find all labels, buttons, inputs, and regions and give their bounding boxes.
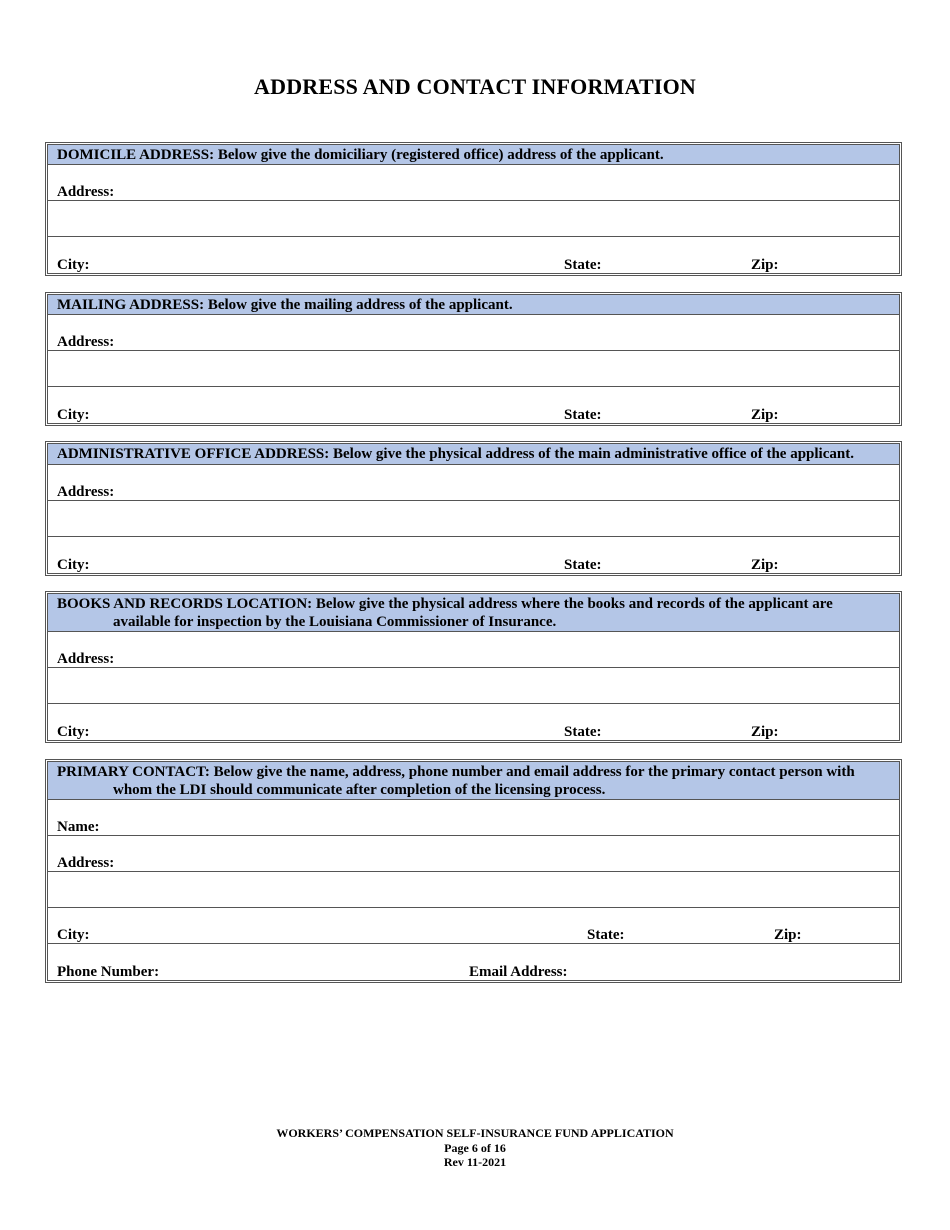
books-records-address-field[interactable] xyxy=(48,632,899,668)
mailing-header-text: MAILING ADDRESS: Below give the mailing address of the applicant. xyxy=(57,297,513,313)
books-records-header-line2: available for inspection by the Louisiana Commissioner of Insurance. xyxy=(113,613,557,630)
name-label: Name: xyxy=(57,819,100,835)
books-records-header-line1: BOOKS AND RECORDS LOCATION: Below give the physical address where the books and records of the applicant are xyxy=(57,596,833,612)
admin-office-address-line2-field[interactable] xyxy=(48,501,899,537)
state-label: State: xyxy=(564,557,602,573)
address-label: Address: xyxy=(57,855,115,871)
admin-office-header-text: ADMINISTRATIVE OFFICE ADDRESS: Below give the physical address of the main administrative office of the applicant. xyxy=(57,446,854,462)
primary-contact-name-field[interactable] xyxy=(48,800,899,836)
city-label: City: xyxy=(57,724,90,740)
admin-office-address-field[interactable] xyxy=(48,465,899,501)
mailing-address-section xyxy=(45,292,902,426)
footer-form-title: WORKERS’ COMPENSATION SELF-INSURANCE FUND APPLICATION xyxy=(276,1126,674,1140)
domicile-city-state-zip-row[interactable] xyxy=(48,237,899,273)
admin-office-header xyxy=(48,444,899,465)
books-records-header xyxy=(48,594,899,632)
primary-contact-address-line2-field[interactable] xyxy=(48,872,899,908)
primary-contact-header xyxy=(48,762,899,800)
mailing-header xyxy=(48,295,899,315)
primary-contact-address-field[interactable] xyxy=(48,836,899,872)
footer-revision: Rev 11-2021 xyxy=(443,1155,507,1169)
primary-contact-section xyxy=(45,759,902,983)
books-records-address-line2-field[interactable] xyxy=(48,668,899,704)
email-label: Email Address: xyxy=(469,964,568,980)
zip-label: Zip: xyxy=(751,257,779,273)
address-label: Address: xyxy=(57,651,115,667)
primary-contact-city-state-zip-row[interactable] xyxy=(48,908,899,944)
mailing-city-state-zip-row[interactable] xyxy=(48,387,899,423)
state-label: State: xyxy=(564,724,602,740)
phone-label: Phone Number: xyxy=(57,964,160,980)
state-label: State: xyxy=(564,257,602,273)
books-records-city-state-zip-row[interactable] xyxy=(48,704,899,740)
domicile-header xyxy=(48,145,899,165)
address-label: Address: xyxy=(57,484,115,500)
domicile-address-section xyxy=(45,142,902,276)
domicile-address-field[interactable] xyxy=(48,165,899,201)
city-label: City: xyxy=(57,927,90,943)
state-label: State: xyxy=(564,407,602,423)
city-label: City: xyxy=(57,557,90,573)
domicile-header-text: DOMICILE ADDRESS: Below give the domiciliary (registered office) address of the applicant. xyxy=(57,147,664,163)
address-label: Address: xyxy=(57,184,115,200)
page-title: ADDRESS AND CONTACT INFORMATION xyxy=(254,74,696,99)
city-label: City: xyxy=(57,257,90,273)
page-footer xyxy=(0,1126,950,1170)
zip-label: Zip: xyxy=(751,407,779,423)
footer-page-number: Page 6 of 16 xyxy=(444,1140,506,1155)
primary-contact-header-line1: PRIMARY CONTACT: Below give the name, address, phone number and email address for the primary contact person with xyxy=(57,764,855,780)
primary-contact-header-line2: whom the LDI should communicate after completion of the licensing process. xyxy=(113,781,606,798)
admin-office-city-state-zip-row[interactable] xyxy=(48,537,899,573)
books-records-section xyxy=(45,591,902,743)
primary-contact-phone-email-row[interactable] xyxy=(48,944,899,980)
admin-office-address-section xyxy=(45,441,902,576)
domicile-address-line2-field[interactable] xyxy=(48,201,899,237)
state-label: State: xyxy=(587,927,625,943)
mailing-address-line2-field[interactable] xyxy=(48,351,899,387)
mailing-address-field[interactable] xyxy=(48,315,899,351)
city-label: City: xyxy=(57,407,90,423)
zip-label: Zip: xyxy=(751,724,779,740)
address-label: Address: xyxy=(57,334,115,350)
zip-label: Zip: xyxy=(774,927,802,943)
zip-label: Zip: xyxy=(751,557,779,573)
